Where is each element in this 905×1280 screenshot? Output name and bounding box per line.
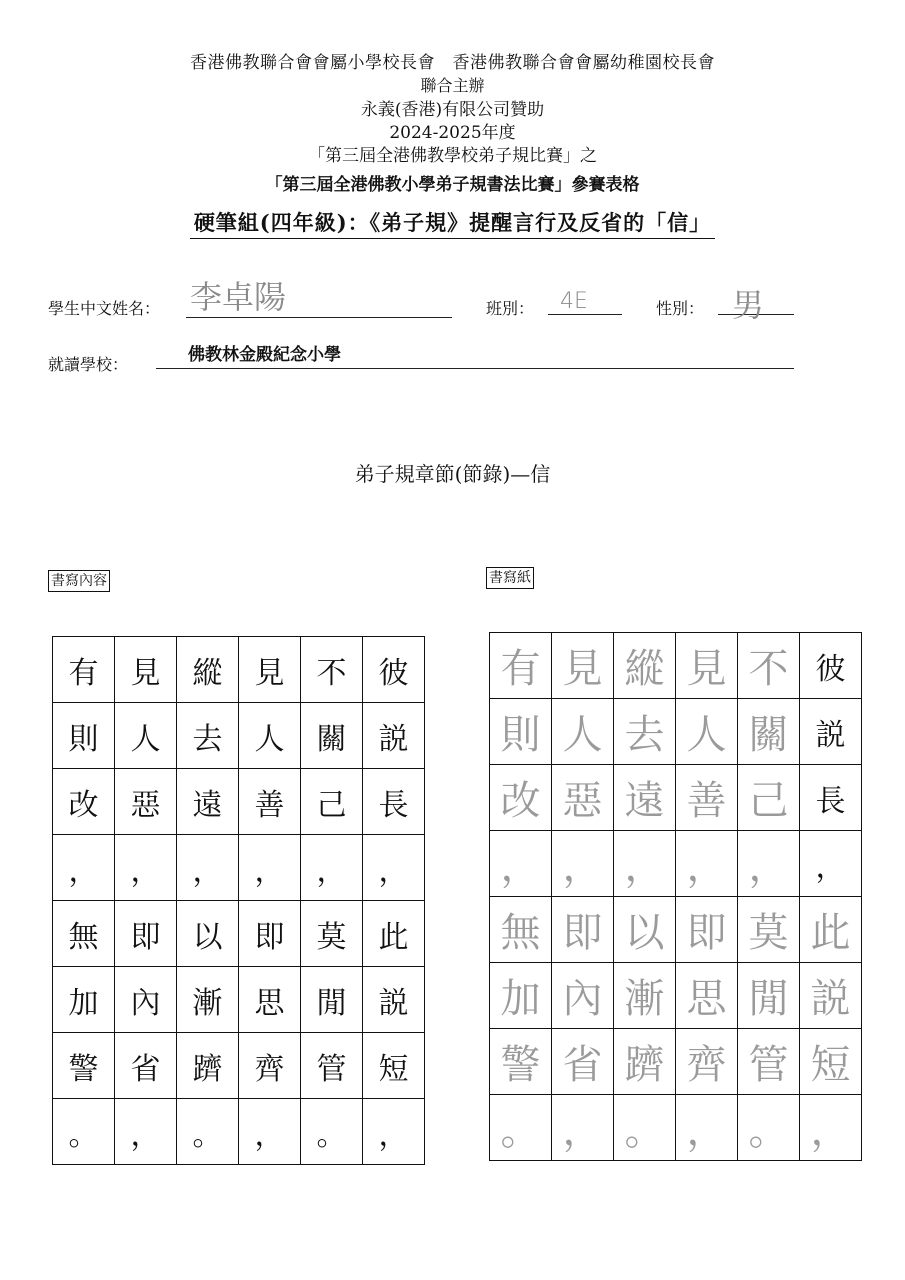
content-cell: 莫 [301, 901, 363, 967]
writing-cell[interactable]: 長 [800, 765, 862, 831]
content-cell: 改 [53, 769, 115, 835]
content-cell: 閒 [301, 967, 363, 1033]
grid-row [490, 765, 862, 831]
grid-row [490, 699, 862, 765]
school-label: 就讀學校： [48, 355, 129, 374]
content-cell: 彼 [363, 637, 425, 703]
grid-row [53, 637, 425, 703]
content-cell: ， [177, 835, 239, 901]
content-cell: 此 [363, 901, 425, 967]
class-line [548, 314, 622, 315]
writing-cell[interactable]: 以 [614, 897, 676, 963]
writing-cell[interactable]: 即 [552, 897, 614, 963]
writing-cell[interactable]: 莫 [738, 897, 800, 963]
writing-cell[interactable]: ， [552, 831, 614, 897]
content-cell: 加 [53, 967, 115, 1033]
writing-cell[interactable]: 善 [676, 765, 738, 831]
class-value[interactable]: 4E [560, 289, 588, 314]
writing-cell[interactable]: 見 [552, 633, 614, 699]
grid-row [53, 835, 425, 901]
writing-cell[interactable]: 齊 [676, 1029, 738, 1095]
writing-cell[interactable]: 閒 [738, 963, 800, 1029]
content-cell: 齊 [239, 1033, 301, 1099]
content-cell: 以 [177, 901, 239, 967]
writing-cell[interactable]: ， [490, 831, 552, 897]
content-cell: ， [301, 835, 363, 901]
grid-row [490, 1029, 862, 1095]
content-cell: 見 [239, 637, 301, 703]
content-cell: ， [363, 835, 425, 901]
writing-cell[interactable]: 加 [490, 963, 552, 1029]
content-cell: 漸 [177, 967, 239, 1033]
content-cell: 縱 [177, 637, 239, 703]
paper-label: 書寫紙 [486, 567, 534, 589]
writing-cell[interactable]: 有 [490, 633, 552, 699]
writing-cell[interactable]: 見 [676, 633, 738, 699]
competition-title: 「第三屆全港佛教小學弟子規書法比賽」參賽表格 [265, 175, 640, 195]
writing-cell[interactable]: 管 [738, 1029, 800, 1095]
writing-cell[interactable]: 不 [738, 633, 800, 699]
content-cell: ， [53, 835, 115, 901]
content-cell: 善 [239, 769, 301, 835]
writing-cell[interactable]: 此 [800, 897, 862, 963]
content-cell: 有 [53, 637, 115, 703]
grid-row [490, 1095, 862, 1161]
class-label: 班別： [486, 299, 535, 318]
event-line: 「第三屆全港佛教學校弟子規比賽」之 [308, 146, 597, 166]
writing-cell[interactable]: 。 [738, 1095, 800, 1161]
content-cell: 遠 [177, 769, 239, 835]
content-grid [52, 636, 425, 1165]
content-cell: ， [115, 835, 177, 901]
content-cell: 。 [301, 1099, 363, 1165]
content-cell: ， [239, 1099, 301, 1165]
content-cell: ， [363, 1099, 425, 1165]
writing-cell[interactable]: 漸 [614, 963, 676, 1029]
grid-row [490, 963, 862, 1029]
writing-cell[interactable]: 。 [490, 1095, 552, 1161]
writing-cell[interactable]: 則 [490, 699, 552, 765]
writing-cell[interactable]: 去 [614, 699, 676, 765]
writing-cell[interactable]: 遠 [614, 765, 676, 831]
school-line [156, 368, 794, 369]
writing-cell[interactable]: 短 [800, 1029, 862, 1095]
grid-row [53, 1099, 425, 1165]
writing-cell[interactable]: ， [552, 1095, 614, 1161]
writing-cell[interactable]: ， [676, 831, 738, 897]
writing-cell[interactable]: 人 [552, 699, 614, 765]
writing-cell[interactable]: 無 [490, 897, 552, 963]
writing-cell[interactable]: 。 [614, 1095, 676, 1161]
content-cell: 去 [177, 703, 239, 769]
content-cell: 省 [115, 1033, 177, 1099]
writing-paper-grid [489, 632, 862, 1161]
content-cell: 則 [53, 703, 115, 769]
writing-cell[interactable]: 彼 [800, 633, 862, 699]
school-value[interactable]: 佛教林金殿紀念小學 [188, 345, 341, 365]
writing-cell[interactable]: 説 [800, 699, 862, 765]
year-line: 2024-2025年度 [389, 123, 516, 143]
sponsor-line: 永義(香港)有限公司贊助 [360, 100, 545, 120]
writing-cell[interactable]: 改 [490, 765, 552, 831]
grid-row [53, 1033, 425, 1099]
content-cell: 説 [363, 967, 425, 1033]
writing-cell[interactable]: 人 [676, 699, 738, 765]
content-cell: 人 [239, 703, 301, 769]
content-cell: 人 [115, 703, 177, 769]
content-cell: 長 [363, 769, 425, 835]
writing-cell[interactable]: 關 [738, 699, 800, 765]
name-value[interactable]: 李卓陽 [190, 278, 287, 316]
section-title: 弟子規章節(節錄)—信 [354, 462, 551, 486]
writing-cell[interactable]: 即 [676, 897, 738, 963]
content-cell: 惡 [115, 769, 177, 835]
content-cell: 躋 [177, 1033, 239, 1099]
grid-row [53, 769, 425, 835]
content-cell: 即 [115, 901, 177, 967]
grid-row [53, 901, 425, 967]
name-label: 學生中文姓名： [48, 299, 161, 318]
writing-cell[interactable]: 縱 [614, 633, 676, 699]
content-cell: 關 [301, 703, 363, 769]
content-cell: 見 [115, 637, 177, 703]
gender-value[interactable]: 男 [732, 286, 765, 324]
writing-cell[interactable]: ， [800, 1095, 862, 1161]
content-label: 書寫內容 [48, 570, 110, 592]
content-cell: 管 [301, 1033, 363, 1099]
grid-row [490, 633, 862, 699]
content-cell: 。 [177, 1099, 239, 1165]
writing-cell[interactable]: 警 [490, 1029, 552, 1095]
content-cell: 。 [53, 1099, 115, 1165]
content-cell: 無 [53, 901, 115, 967]
writing-cell[interactable]: 思 [676, 963, 738, 1029]
content-cell: 己 [301, 769, 363, 835]
category-text: 硬筆組(四年級)：《弟子規》提醒言行及反省的「信」 [190, 210, 715, 239]
content-cell: ， [115, 1099, 177, 1165]
writing-cell[interactable]: ， [614, 831, 676, 897]
grid-row [53, 703, 425, 769]
writing-cell[interactable]: 省 [552, 1029, 614, 1095]
gender-label: 性別： [656, 299, 705, 318]
writing-cell[interactable]: ， [800, 831, 862, 897]
writing-cell[interactable]: ， [676, 1095, 738, 1161]
content-cell: 警 [53, 1033, 115, 1099]
category-title [0, 207, 905, 237]
writing-cell[interactable]: 躋 [614, 1029, 676, 1095]
content-cell: 不 [301, 637, 363, 703]
grid-row [53, 967, 425, 1033]
organizers-line: 香港佛教聯合會會屬小學校長會 香港佛教聯合會會屬幼稚園校長會 [190, 53, 715, 73]
content-cell: ， [239, 835, 301, 901]
content-cell: 思 [239, 967, 301, 1033]
content-cell: 即 [239, 901, 301, 967]
content-cell: 説 [363, 703, 425, 769]
content-cell: 內 [115, 967, 177, 1033]
grid-row [490, 831, 862, 897]
content-cell: 短 [363, 1033, 425, 1099]
writing-cell[interactable]: 內 [552, 963, 614, 1029]
writing-cell[interactable]: 惡 [552, 765, 614, 831]
writing-cell[interactable]: ， [738, 831, 800, 897]
grid-row [490, 897, 862, 963]
joint-host-line: 聯合主辦 [420, 76, 485, 95]
writing-cell[interactable]: 己 [738, 765, 800, 831]
writing-cell[interactable]: 説 [800, 963, 862, 1029]
